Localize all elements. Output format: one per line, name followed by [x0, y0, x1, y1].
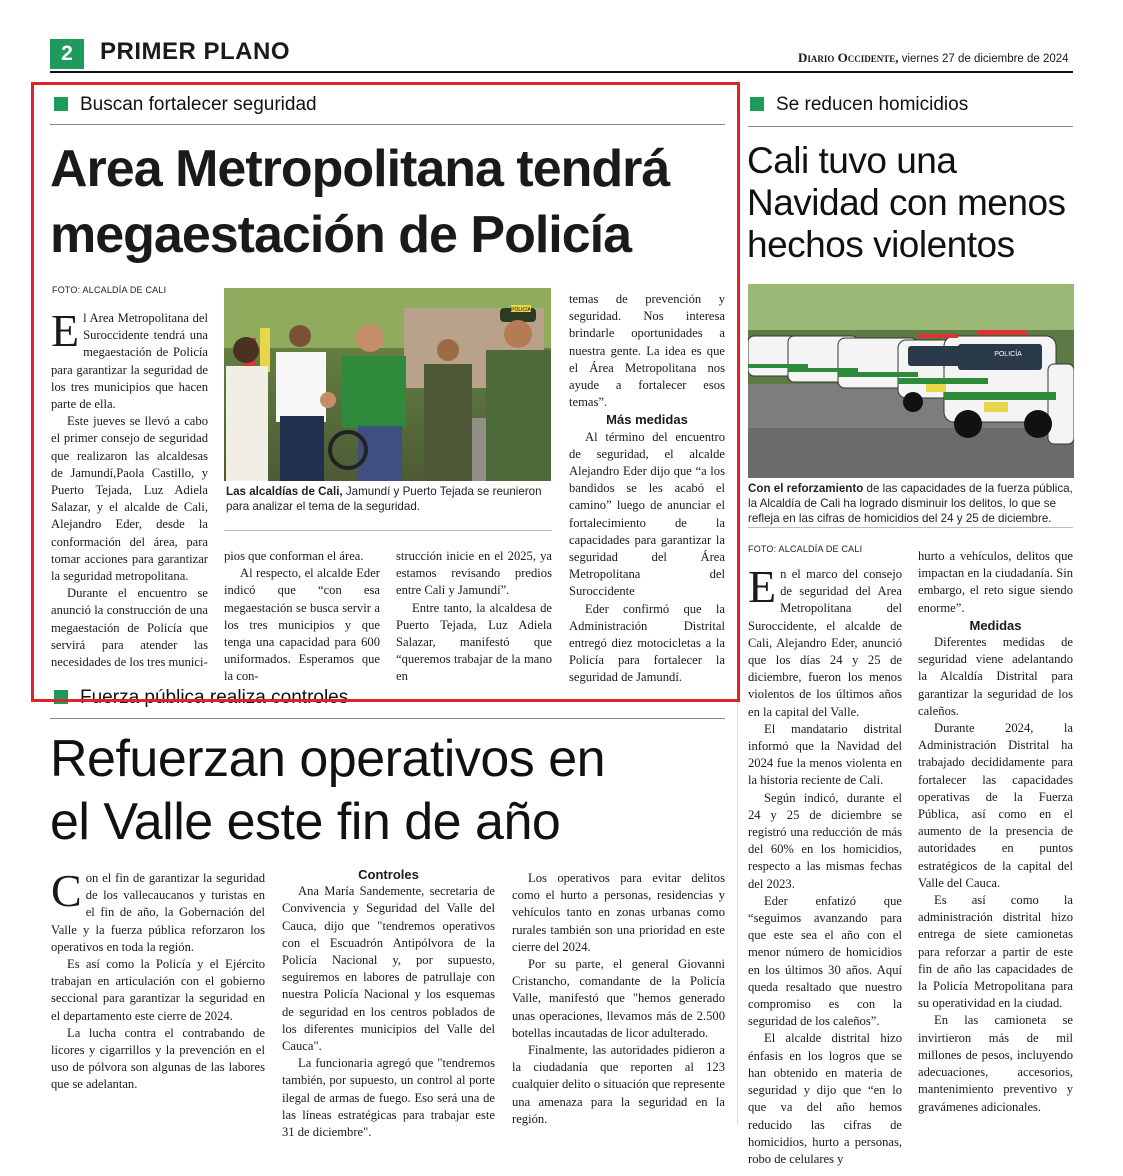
- article2-paragraph: hurto a vehículos, delitos que impactan en la ciudadanía. Sin embargo, el reto sigue siendo enorme”.: [918, 549, 1073, 615]
- article1-kicker-rule: [50, 124, 725, 125]
- article3-column-3: [512, 870, 725, 1128]
- article1-column-2: [224, 548, 380, 686]
- green-square-icon: [54, 97, 68, 111]
- page-number: 2: [61, 42, 73, 65]
- article1-paragraph: Al respecto, el alcalde Eder indicó que “con esa megaestación se busca servir a los tres municipios y que tenga una capacidad para 600 uniformados. Esperamos que la con-: [224, 566, 380, 684]
- article3-headline-line1: Refuerzan operativos en: [50, 730, 606, 788]
- article3-paragraph: Por su parte, el general Giovanni Cristancho, comandante de la Policía Valle, manifestó que "hemos generado unas operaciones, llevamos más de 2.500 botellas incautadas de licor adulterado.: [512, 957, 725, 1040]
- page-number-badge: [50, 39, 84, 69]
- article1-paragraph: l Area Metropolitana del Suroccidente tendrá una megaestación de Policía para garantizar la seguridad de los tres municipios que hacen parte de ella.: [51, 311, 208, 412]
- article2-headline: [747, 140, 1066, 266]
- column-divider: [737, 84, 738, 1124]
- officials-meeting-photo: [224, 288, 551, 481]
- article3-paragraph: on el fin de garantizar la seguridad de los vallecaucanos y turistas en el fin de año, la Gobernación del Valle y la fuerza pública reforzaron los operativos en toda la región.: [51, 871, 265, 954]
- article3-headline: [50, 728, 605, 854]
- police-trucks-photo: [748, 284, 1074, 478]
- article2-headline-line3: hechos violentos: [747, 224, 1015, 265]
- article1-headline: [50, 136, 669, 268]
- article1-photo-caption: [226, 484, 554, 514]
- article2-kicker-rule: [748, 126, 1073, 127]
- article2-headline-line2: Navidad con menos: [747, 182, 1066, 223]
- article1-paragraph: temas de prevención y seguridad. Nos interesa brindarle oportunidades a nuestra gente. La idea es que el Área Metropolitana nos ayude a fortalecer esos temas”.: [569, 292, 725, 410]
- article2-photo-caption: [748, 481, 1076, 526]
- paper-name: Diario Occidente,: [798, 50, 899, 65]
- article1-caption-text: Jamundí y Puerto Tejada se reunieron para analizar el tema de la seguridad.: [226, 485, 542, 513]
- article2-paragraph: El alcalde distrital hizo énfasis en los logros que se han obtenido en materia de seguridad y dijo que “en lo que va del año hemos reducido las cifras de homicidios, hurto a personas, robo de celulares y: [748, 1031, 902, 1166]
- article3-paragraph: La lucha contra el contrabando de licores y cigarrillos y la prevención en el uso de pólvora son algunas de las labores que se adelantan.: [51, 1025, 265, 1092]
- article1-paragraph: strucción inicie en el 2025, ya estamos revisando predios entre Cali y Jamundí”.: [396, 549, 552, 598]
- article3-headline-line2: el Valle este fin de año: [50, 793, 561, 851]
- article2-paragraph: Eder enfatizó que “seguimos avanzando para que este sea el año con el menor número de homicidios en los últimos 30 años. Aquí queda resaltado que nuestro compromiso es con la seguridad de los caleños”.: [748, 893, 902, 1029]
- article2-paragraph: Según indicó, durante el 24 y 25 de diciembre se registró una reducción de más del 60% en los homicidios, respecto a las mismas fechas del 2023.: [748, 790, 902, 891]
- article3-drop-cap: C: [51, 865, 82, 916]
- masthead-date: [798, 50, 1069, 66]
- article3-kicker-rule: [50, 718, 725, 719]
- green-square-icon: [54, 690, 68, 704]
- issue-date: viernes 27 de diciembre de 2024: [901, 53, 1069, 65]
- article1-photo-credit: FOTO: ALCALDÍA DE CALI: [52, 285, 167, 295]
- article2-paragraph: En las camioneta se invirtieron más de mil millones de pesos, incluyendo adecuaciones, accesorios, mantenimiento preventivo y gravámenes adicionales.: [918, 1013, 1073, 1114]
- article1-caption-bold: Las alcaldías de Cali,: [226, 485, 343, 498]
- green-square-icon: [750, 97, 764, 111]
- article1-photo: [224, 288, 551, 481]
- article1-paragraph: Este jueves se llevó a cabo el primer consejo de seguridad que realizaron las alcaldesas de Jamundí,Paola Castillo, y Puerto Tejada, Luz Adiela Salazar, y el alcalde de Cali, Alejandro Eder, desde la conformación del área, para tomar acciones para garantizar la seguridad metropolitana.: [51, 414, 208, 584]
- article2-column-1: [748, 561, 902, 1168]
- article1-paragraph: Al término del encuentro de seguridad, el alcalde Alejandro Eder dijo que “a los bandidos se les acabó el camino” luego de anunciar el fortalecimiento de la capacidades para garantizar la seguridad del Área Metropolitana del Suroccidente: [569, 429, 725, 599]
- article1-paragraph: Durante el encuentro se anunció la construcción de una megaestación de Policía que servirá para atender las necesidades de los tres munici-: [51, 586, 208, 670]
- article3-paragraph: Es así como la Policía y el Ejército trabajan en articulación con el gobierno seccional para garantizar la seguridad en el departamento este cierre de 2024.: [51, 957, 265, 1023]
- article1-paragraph: Entre tanto, la alcaldesa de Puerto Tejada, Luz Adiela Salazar, manifestó que “queremos trabajar de la mano en: [396, 600, 552, 684]
- article1-paragraph: Eder confirmó que la Administración Distrital entregó diez motocicletas a la Policía para fortalecer la seguridad de Jamundí.: [569, 601, 725, 685]
- police-cap-text: POLICÍA: [511, 307, 531, 313]
- article1-headline-line1: Area Metropolitana tendrá: [50, 140, 670, 198]
- article2-paragraph: Diferentes medidas de seguridad viene adelantando la Alcaldía Distrital para garantizar la seguridad de los caleños.: [918, 635, 1073, 718]
- article2-photo-credit: FOTO: ALCALDÍA DE CALI: [748, 544, 863, 554]
- article2-paragraph: n el marco del consejo de seguridad del Area Metropolitana del Suroccidente, el alcalde de Cali, Alejandro Eder, anunció que los días 24 y 25 de diciembre, fueron los menos violentos de los últimos años en la capital del Valle.: [748, 567, 902, 719]
- article3-column-1: [51, 865, 265, 1094]
- article2-paragraph: Durante 2024, la Administración Distrital ha trabajado decididamente para fortalecer las capacidades operativas de la Fuerza Pública, así como en el aumento de la presencia de autoridades en puntos estratégicos de la capital del Valle del Cauca.: [918, 721, 1073, 890]
- article3-paragraph: Los operativos para evitar delitos como el hurto a personas, residencias y vehículos tanto en zonas urbanas como rurales también son una prioridad en este cierre del 2024.: [512, 871, 725, 954]
- article1-subhead: Más medidas: [606, 412, 688, 428]
- article1-kicker: Buscan fortalecer seguridad: [54, 94, 317, 116]
- article2-caption-rule: [748, 527, 1073, 528]
- truck-door-text: POLICÍA: [994, 351, 1022, 358]
- section-title: PRIMER PLANO: [100, 38, 291, 65]
- article1-column-3: [396, 548, 552, 686]
- article2-paragraph: Es así como la administración distrital hizo entrega de siete camionetas para reforzar a partir de este fin de año las capacidades de la Policía Metropolitana para su operatividad en la ciudad.: [918, 893, 1073, 1011]
- article2-paragraph: El mandatario distrital informó que la Navidad del 2024 fue la menos violenta en la historia reciente de Cali.: [748, 721, 902, 788]
- article1-caption-rule: [224, 530, 552, 531]
- article3-paragraph: La funcionaria agregó que "tendremos también, por supuesto, un control al porte ilegal de armas de fuego. Eso será una de las líneas estratégicas para trabajar este 31 de diciembre".: [282, 1056, 495, 1140]
- article3-column-2: [282, 866, 495, 1141]
- article2-headline-line1: Cali tuvo una: [747, 140, 957, 181]
- article3-paragraph: Ana María Sandemente, secretaria de Convivencia y Seguridad del Valle del Cauca, dijo que "tendremos operativos con el Escuadrón Antipólvora de la Policía Nacional y, por supuesto, seguiremos en labores de patrullaje con nuestra Policía Nacional y los esquemas de seguridad en los centros poblados de los diferentes municipios del Valle del Cauca".: [282, 884, 495, 1054]
- article1-headline-line2: megaestación de Policía: [50, 206, 632, 264]
- article2-caption-bold: Con el reforzamiento: [748, 482, 864, 495]
- article3-subhead: Controles: [358, 867, 419, 882]
- article2-kicker: Se reducen homicidios: [750, 94, 968, 116]
- article2-drop-cap: E: [748, 561, 777, 612]
- article1-drop-cap: E: [51, 305, 80, 356]
- article2-column-2: [918, 548, 1073, 1116]
- article2-caption-text: de las capacidades de la fuerza pública, la Alcaldía de Cali ha logrado disminuir los delitos, lo que se refleja en las cifras de homicidios del 24 y 25 de diciembre.: [748, 482, 1073, 525]
- article1-paragraph: pios que conforman el área.: [224, 549, 364, 563]
- article2-subhead: Medidas: [969, 617, 1022, 633]
- article3-paragraph: Finalmente, las autoridades pidieron a la ciudadanía que reporten al 123 cualquier delito o situación que represente una amenaza para la seguridad en la región.: [512, 1043, 725, 1126]
- article1-column-4: [569, 291, 725, 687]
- article1-column-1: [51, 305, 208, 671]
- article2-photo: [748, 284, 1074, 478]
- header-rule: [50, 71, 1073, 73]
- article3-kicker: Fuerza pública realiza controles: [54, 687, 348, 709]
